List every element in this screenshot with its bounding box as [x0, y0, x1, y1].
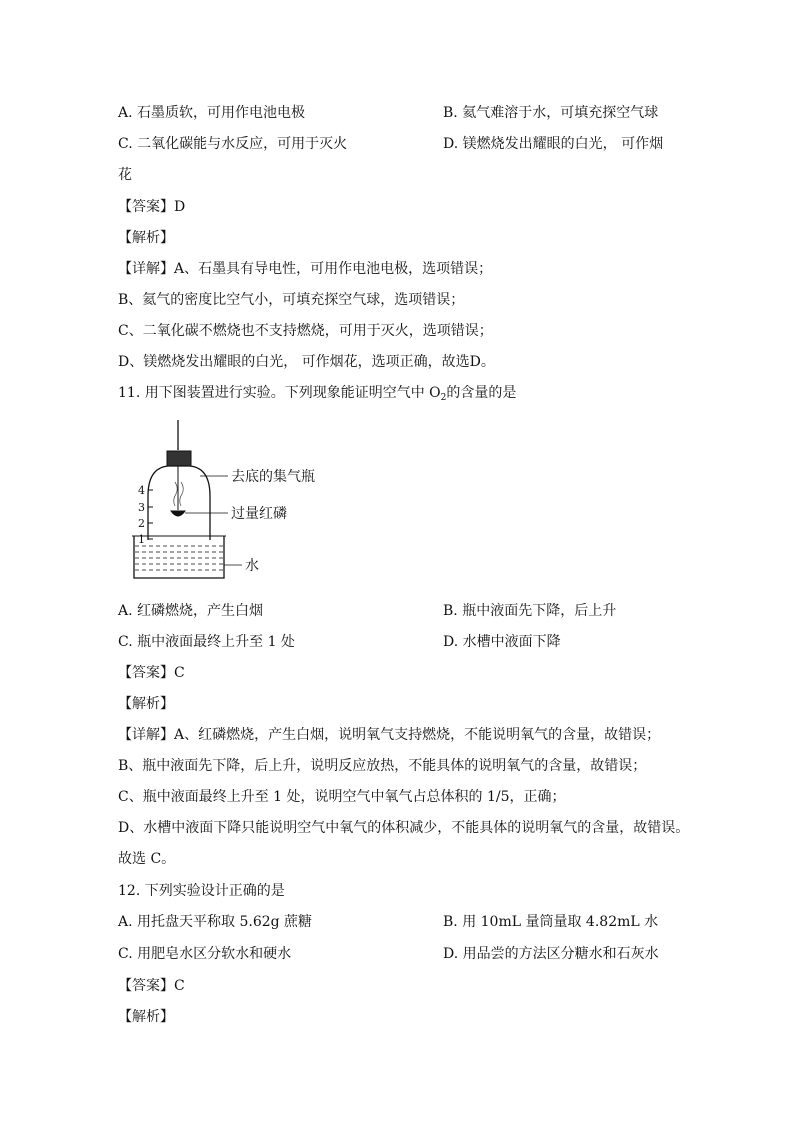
scale-tick-label: 1 [138, 533, 145, 546]
q12-stem: 12. 下列实验设计正确的是 [118, 883, 285, 899]
detail-label: 【详解】 [118, 727, 174, 743]
answer-value: D [174, 199, 186, 215]
answer-value: C [174, 978, 185, 994]
q11-detail-line: B、瓶中液面先下降，后上升，说明反应放热，不能具体的说明氧气的含量，故错误； [118, 758, 647, 774]
q10-detail-line: C、二氧化碳不燃烧也不支持燃烧，可用于灭火，选项错误； [118, 323, 493, 339]
label-bottle: 去底的集气瓶 [231, 469, 315, 485]
q10-detail-line: D、镁燃烧发出耀眼的白光， 可作烟花，选项正确，故选D。 [118, 354, 495, 370]
q10-option-a: A. 石墨质软，可用作电池电极 [118, 105, 306, 121]
q11-answer [118, 663, 185, 683]
q11-option-d: D. 水槽中液面下降 [443, 634, 561, 650]
q11-detail-line: D、水槽中液面下降只能说明空气中氧气的体积减少，不能具体的说明氧气的含量，故错误。 [118, 820, 690, 836]
q12-option-c: C. 用肥皂水区分软水和硬水 [118, 946, 292, 962]
q10-option-c: C. 二氧化碳能与水反应，可用于灭火 [118, 136, 348, 152]
phosphorus-spoon [171, 511, 185, 516]
answer-label: 【答案】 [118, 199, 174, 215]
q10-analysis-label: 【解析】 [118, 230, 174, 246]
label-water: 水 [245, 558, 259, 574]
q12-option-a: A. 用托盘天平称取 5.62g 蔗糖 [118, 914, 313, 930]
scale-tick-label: 2 [138, 517, 145, 530]
q11-stem [118, 383, 516, 405]
bell-jar [148, 466, 210, 540]
q12-option-d: D. 用品尝的方法区分糖水和石灰水 [443, 946, 659, 962]
smoke-icon [174, 482, 178, 506]
detail-label: 【详解】 [118, 261, 174, 277]
q11-conclusion: 故选 C。 [118, 851, 176, 867]
q10-detail-line: B、氦气的密度比空气小，可填充探空气球，选项错误； [118, 292, 465, 308]
scale-tick-label: 4 [138, 484, 145, 497]
q11-detail-line [118, 725, 660, 745]
answer-value: C [174, 665, 185, 681]
q12-analysis-label: 【解析】 [118, 1009, 174, 1025]
q11-detail-line: C、瓶中液面最终上升至 1 处，说明空气中氧气占总体积的 1/5，正确； [118, 789, 566, 805]
q11-stem-subscript: 2 [440, 393, 447, 403]
label-phosphorus: 过量红磷 [231, 506, 287, 522]
detail-text: A、红磷燃烧，产生白烟，说明氧气支持燃烧，不能说明氧气的含量，故错误； [174, 727, 661, 743]
q10-option-d: D. 镁燃烧发出耀眼的白光， 可作烟 [443, 136, 664, 152]
q12-option-b: B. 用 10mL 量筒量取 4.82mL 水 [443, 914, 659, 930]
q11-option-c: C. 瓶中液面最终上升至 1 处 [118, 634, 295, 650]
smoke-icon [180, 482, 184, 506]
q10-option-d-continued: 花 [118, 167, 132, 183]
answer-label: 【答案】 [118, 978, 174, 994]
stopper [167, 451, 191, 466]
q10-option-b: B. 氦气难溶于水，可填充探空气球 [443, 105, 659, 121]
answer-label: 【答案】 [118, 665, 174, 681]
detail-text: A、石墨具有导电性，可用作电池电极，选项错误； [174, 261, 493, 277]
q11-analysis-label: 【解析】 [118, 696, 174, 712]
water-trough [134, 536, 224, 578]
q10-answer [118, 197, 185, 217]
q12-answer [118, 976, 185, 996]
q11-stem-text-end: 的含量的是 [446, 385, 517, 401]
scale-tick-label: 3 [138, 501, 145, 514]
q11-stem-text: 11. 用下图装置进行实验。下列现象能证明空气中 O [118, 385, 441, 401]
q10-detail-line [118, 259, 492, 279]
apparatus-diagram [118, 420, 358, 590]
q11-option-a: A. 红磷燃烧，产生白烟 [118, 603, 264, 619]
q11-option-b: B. 瓶中液面先下降，后上升 [443, 603, 617, 619]
